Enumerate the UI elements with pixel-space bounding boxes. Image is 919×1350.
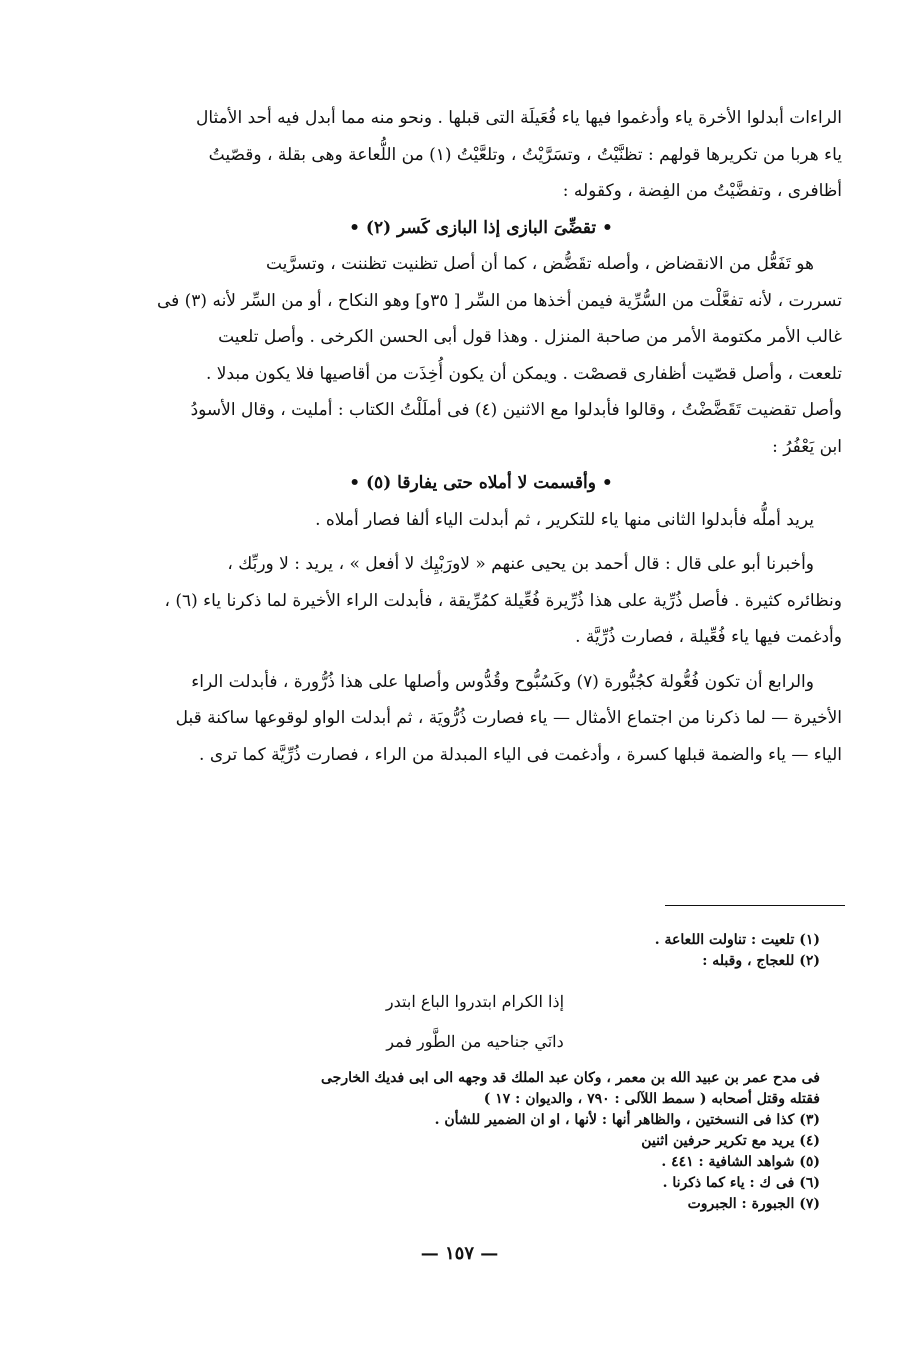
footnote-divider xyxy=(665,905,845,906)
text-line: وأدغمت فيها ياء فُعِّيلة ، فصارت ذُرِّيَّة . xyxy=(575,627,842,647)
text-line: هو تَفَعُّل من الانقضاض ، وأصله تقَضُّض ، كما أن أصل تظنيت تظننت ، وتسرَّيت xyxy=(265,254,814,274)
text-line: ياء هربا من تكريرها قولهم : تظنَّيْتُ ، وتسَرَّيْتُ ، وتلعَّيْتُ (١) من اللُّعاعة وهى بقلة ، وقصّيتُ xyxy=(208,144,842,165)
footnote: (٢) للعجاج ، وقبله : xyxy=(702,953,820,969)
text-line: ونظائره كثيرة . فأصل ذُرِّية على هذا ذُرِّيرة فُعِّيلة كمُرِّيقة ، فأبدلت الراء الأخيرة لما ذكرنا ياء (٦) ، xyxy=(164,590,842,611)
text-line: والرابع أن تكون فُعُّولة كجُبُّورة (٧) وكَسُبُّوح وقُدُّوس وأصلها على هذا ذُرُّورة ، فأبدلت الراء xyxy=(191,671,814,692)
text-line: تسررت ، لأنه تفعَّلْت من السُّرِّية فيمن أخذها من السِّر [ ٣٥و] وهو النكاح ، أو من السِّر لأنه (٣) فى xyxy=(156,290,842,311)
text-line: تلععت ، وأصل قصّيت أظفارى قصصْت . ويمكن أن يكون أُخِذَت من أقاصيها فلا يكون مبدلا . xyxy=(205,363,842,384)
footnote: (١) تلعيت : تناولت اللعاعة . xyxy=(654,932,820,948)
footnote: (٧) الجبورة : الجبروت xyxy=(687,1196,820,1212)
footnote: (٦) فى ك : ياء كما ذكرنا . xyxy=(662,1175,820,1191)
footnote: فقتله وقتل أصحابه ( سمط اللآلى : ٧٩٠ ، والديوان : ١٧ ) xyxy=(483,1091,820,1107)
footnotes xyxy=(130,930,820,1215)
footnote: (٤) يريد مع تكرير حرفين اثنين xyxy=(641,1133,820,1149)
poem-line: دانَي جناحيه من الطَّور فمر xyxy=(386,1032,564,1051)
footnote-poem xyxy=(130,982,820,1062)
text-line: الأخيرة — لما ذكرنا من اجتماع الأمثال — ياء فصارت ذُرُّويَة ، ثم أبدلت الواو لوقوعها ساكنة قبل xyxy=(175,708,842,728)
poem-line: إذا الكرام ابتدروا الباع ابتدر xyxy=(385,992,565,1011)
footnote: (٥) شواهد الشافية : ٤٤١ . xyxy=(661,1154,820,1170)
text-line: غالب الأمر مكتومة الأمر من صاحبة المنزل . وهذا قول أبى الحسن الكرخى . وأصل تلعيت xyxy=(218,327,842,347)
verse-line: • تقضِّىَ البازى إذا البازى كَسر (٢) • xyxy=(349,217,613,238)
text-line: الياء — ياء والضمة قبلها كسرة ، وأدغمت فى الياء المبدلة من الراء ، فصارت ذُرِّيَّة كما ترى . xyxy=(199,744,842,765)
verse-line: • وأقسمت لا أملاه حتى يفارقا (٥) • xyxy=(349,473,613,493)
text-line: وأصل تقضيت تَقَضَّضْتُ ، وقالوا فأبدلوا مع الاثنين (٤) فى أملَلْتُ الكتاب : أمليت ، وقال الأسودُ xyxy=(190,400,842,420)
page-number: — ١٥٧ — xyxy=(420,1243,499,1264)
text-line: الراءات أبدلوا الأخرة ياء وأدغموا فيها ياء فُعَيلَة التى قبلها . ونحو منه مما أبدل فيه أحد الأمثال xyxy=(196,108,842,128)
main-text xyxy=(120,100,842,773)
text-line: وأخبرنا أبو على قال : قال أحمد بن يحيى عنهم « لاورَبْيِك لا أفعل » ، يريد : لا وربِّك ، xyxy=(227,554,814,574)
footnote: (٣) كذا فى النسختين ، والظاهر أنها : لأنها ، او ان الضمير للشأن . xyxy=(434,1112,820,1128)
text-line: ابن يَعْفُرُ : xyxy=(772,436,842,457)
text-line: أظافرى ، وتفضَّيْتُ من الفِضة ، وكقوله : xyxy=(562,181,842,201)
footnote: فى مدح عمر بن عبيد الله بن معمر ، وكان عبد الملك قد وجهه الى ابى فديك الخارجى xyxy=(321,1070,820,1086)
text-line: يريد أملُّه فأبدلوا الثانى منها ياء للتكرير ، ثم أبدلت الياء ألفا فصار أملاه . xyxy=(315,509,814,530)
